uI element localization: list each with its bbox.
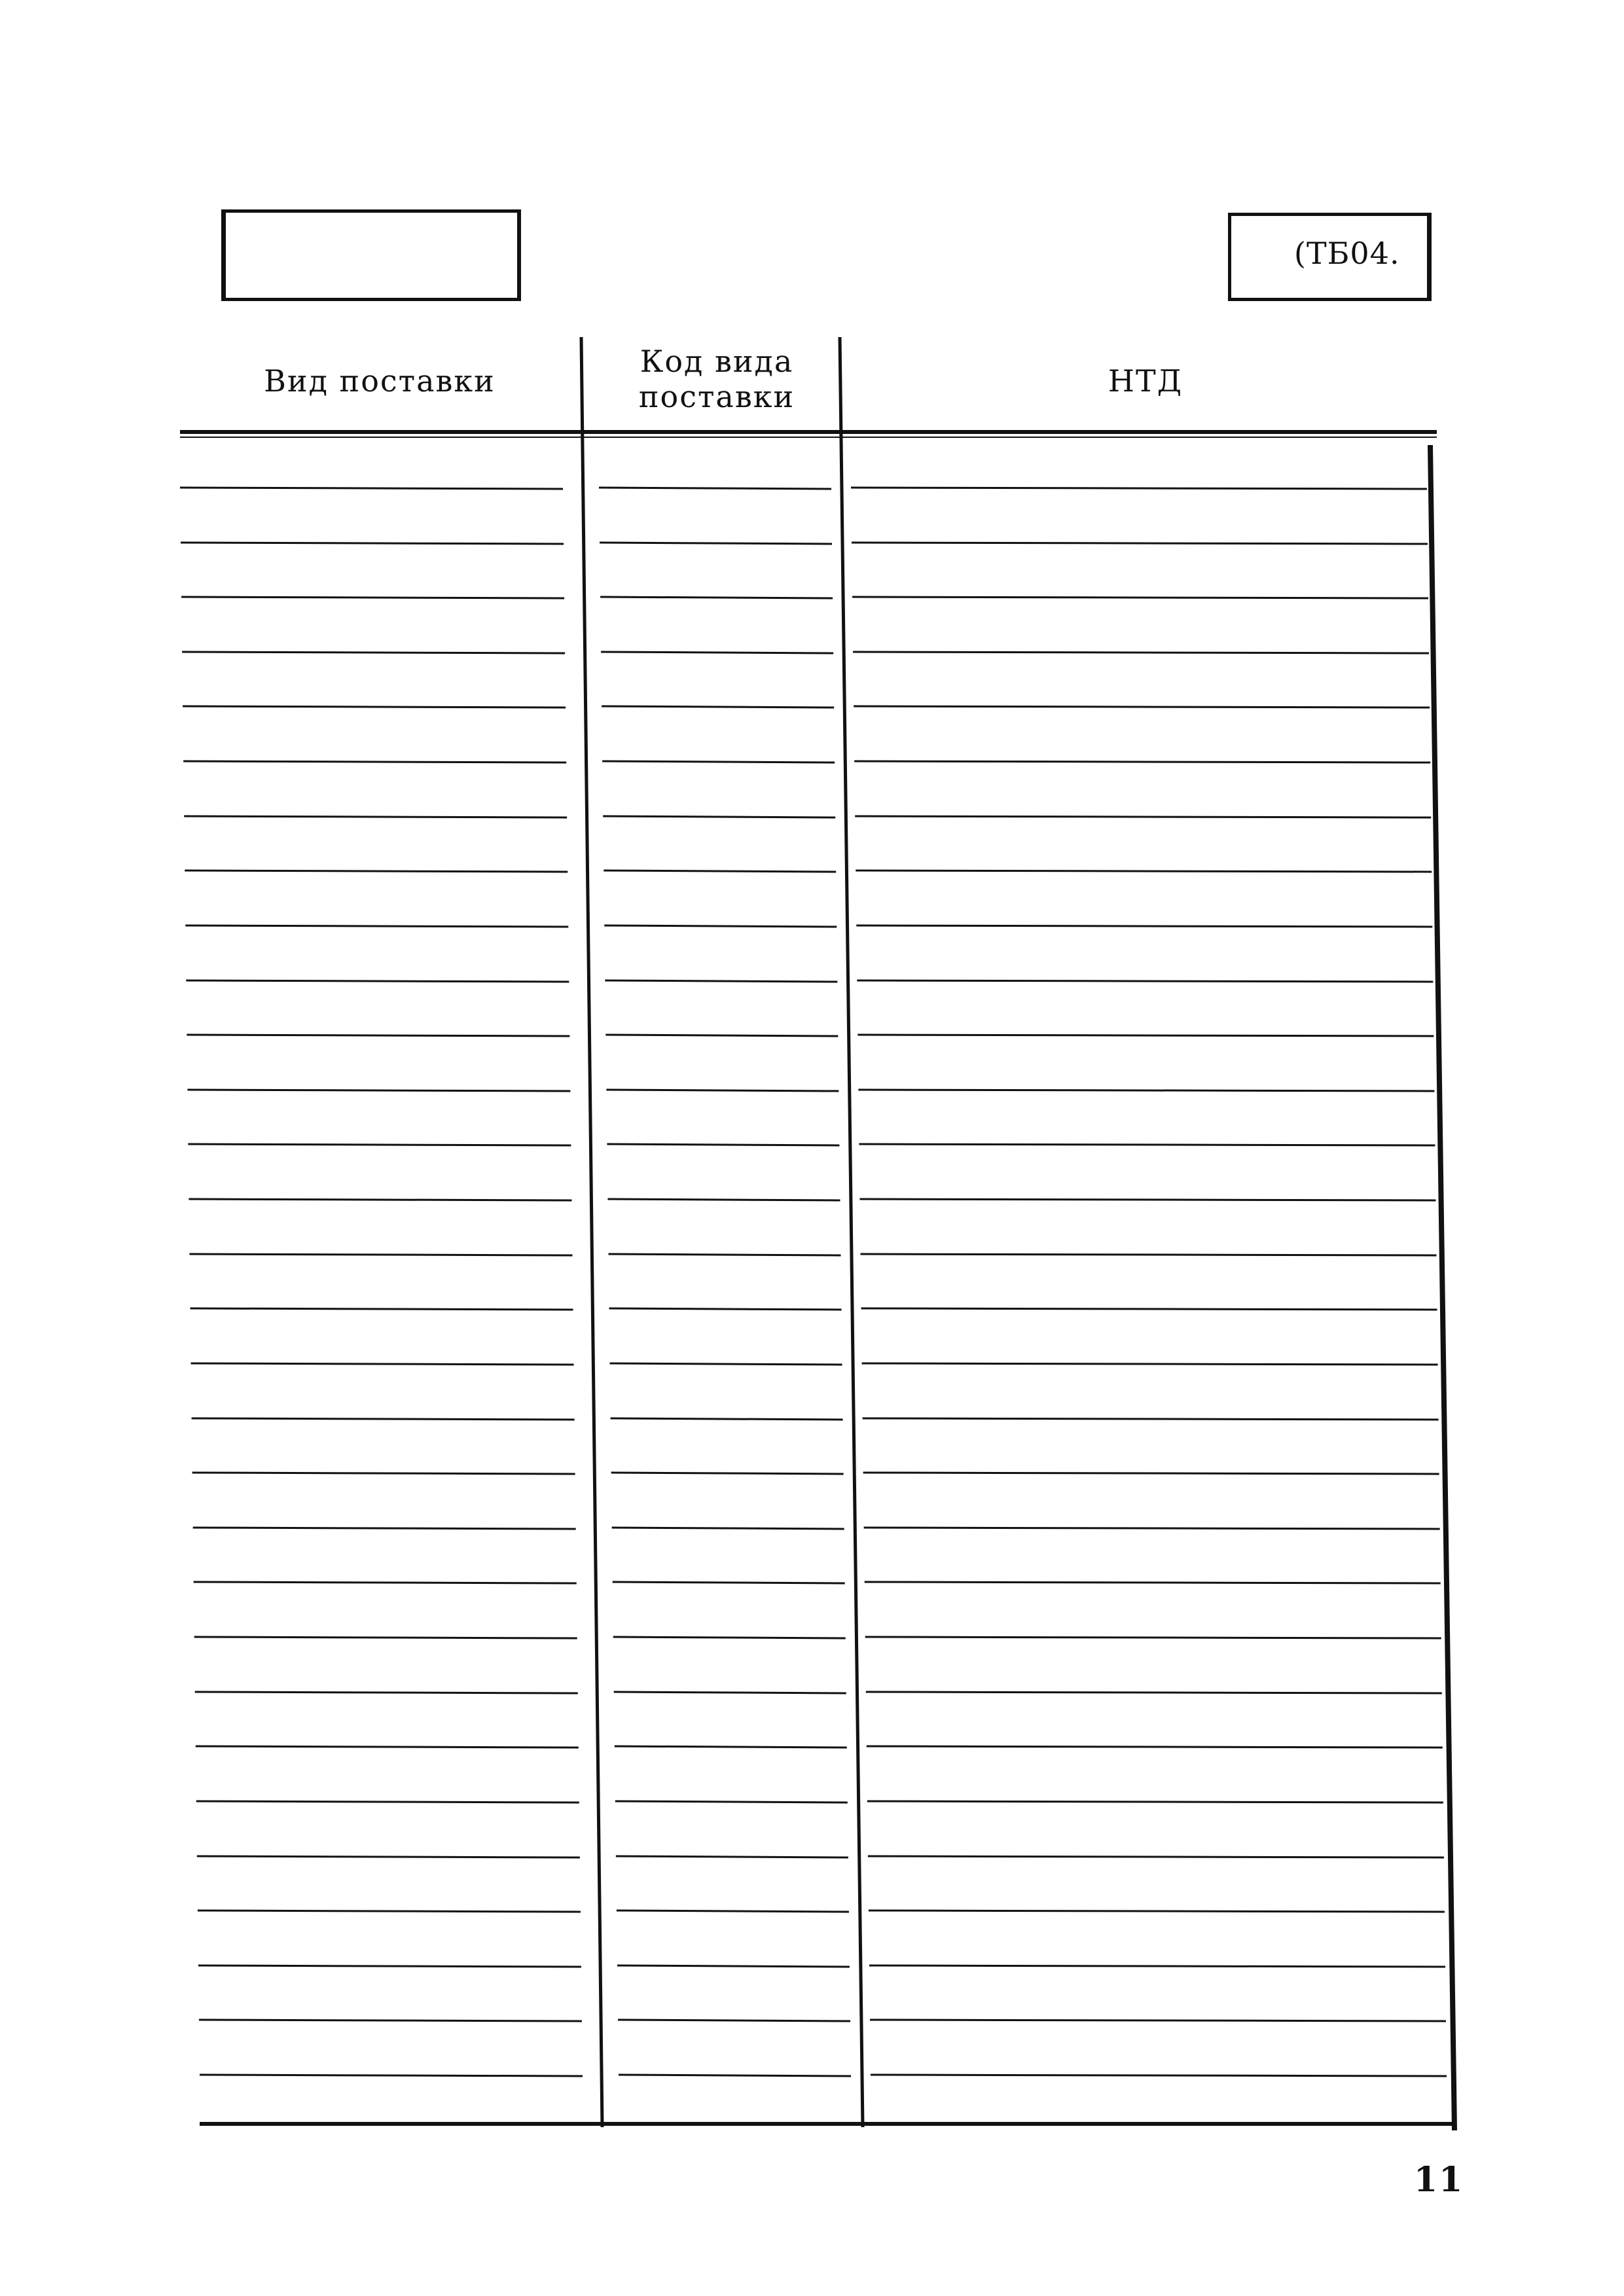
row-rule-col1 [187, 1035, 569, 1036]
row-rule-col3 [858, 1090, 1434, 1091]
row-rule-col1 [194, 1637, 577, 1638]
row-rule-col1 [187, 1090, 570, 1091]
row-rule-col1 [198, 1965, 581, 1967]
row-rule-col3 [856, 925, 1432, 927]
row-rule-col1 [200, 2075, 583, 2076]
row-rule-col2 [613, 1582, 845, 1583]
row-rule-col1 [181, 597, 564, 598]
row-rule-col3 [859, 1199, 1435, 1200]
row-rule-col2 [612, 1528, 844, 1529]
row-rule-col2 [617, 1965, 850, 1967]
row-rule-col3 [867, 1801, 1443, 1803]
row-rule-col2 [599, 488, 831, 489]
row-rule-col2 [604, 925, 837, 927]
row-rule-col3 [861, 1308, 1437, 1310]
row-rule-col2 [615, 1746, 847, 1748]
row-rule-col3 [854, 706, 1430, 708]
row-rule-col2 [616, 1856, 848, 1857]
row-rule-col2 [604, 870, 836, 872]
row-rule-col1 [186, 980, 569, 982]
row-rule-col1 [185, 925, 568, 927]
row-rule-col2 [617, 1910, 849, 1912]
row-rule-col2 [602, 706, 834, 708]
row-rule-col1 [199, 2020, 582, 2021]
row-rule-col1 [182, 652, 565, 653]
row-rule-col1 [181, 543, 564, 544]
row-rule-col3 [853, 652, 1429, 653]
row-rule-col2 [601, 652, 833, 653]
row-rule-col2 [614, 1692, 846, 1693]
row-rule-col2 [608, 1254, 840, 1255]
row-rule-col3 [857, 980, 1433, 982]
row-rule-col3 [855, 816, 1431, 817]
row-rule-col3 [852, 597, 1428, 598]
row-rule-col3 [863, 1473, 1439, 1474]
row-rule-col1 [183, 761, 566, 762]
row-rule-col1 [189, 1254, 572, 1255]
row-rule-col1 [183, 706, 566, 708]
row-rule-col3 [857, 1035, 1434, 1036]
row-rule-col3 [865, 1637, 1441, 1638]
row-rule-col3 [871, 2075, 1447, 2076]
row-rule-col2 [619, 2075, 851, 2076]
row-rule-col2 [611, 1418, 843, 1420]
row-rule-col3 [854, 761, 1430, 762]
row-rule-col1 [190, 1308, 573, 1310]
row-rule-col1 [195, 1692, 578, 1693]
row-rule-col3 [851, 488, 1427, 489]
row-rule-col2 [609, 1308, 842, 1310]
row-rule-col3 [870, 2020, 1446, 2021]
row-rule-col3 [856, 870, 1432, 872]
row-rule-col1 [196, 1801, 579, 1803]
row-rule-col3 [867, 1746, 1443, 1748]
row-rule-col3 [866, 1692, 1442, 1693]
row-rule-col2 [600, 597, 833, 598]
form-code: (ТБ04. [1294, 236, 1400, 271]
row-rule-col1 [180, 488, 563, 489]
row-rule-col2 [603, 816, 835, 817]
row-rule-col2 [600, 543, 832, 544]
row-rule-col1 [193, 1528, 576, 1529]
row-rule-col2 [605, 1035, 838, 1036]
row-rule-col1 [188, 1144, 571, 1145]
page-number: 11 [1414, 2160, 1464, 2200]
row-rule-col2 [618, 2020, 850, 2021]
row-rule-col3 [852, 543, 1428, 544]
row-rule-col1 [191, 1363, 574, 1365]
row-rule-col1 [198, 1910, 581, 1912]
row-rule-col2 [605, 980, 837, 982]
row-rule-col3 [864, 1528, 1440, 1529]
row-rule-col3 [868, 1856, 1444, 1857]
row-rule-col1 [194, 1582, 577, 1583]
row-rule-col2 [615, 1801, 848, 1803]
row-rule-col2 [602, 761, 835, 762]
row-rule-col3 [869, 1965, 1445, 1967]
row-rule-col3 [869, 1910, 1445, 1912]
column-divider [581, 337, 602, 2127]
column-header-delivery-code-line1: Код вида [640, 344, 794, 379]
row-rule-col1 [184, 816, 567, 817]
row-rule-col2 [607, 1144, 839, 1145]
row-rule-col1 [196, 1746, 579, 1748]
row-rule-col3 [859, 1144, 1435, 1145]
table-right-border [1430, 445, 1454, 2130]
row-rule-col1 [192, 1418, 575, 1420]
row-rule-col2 [610, 1363, 842, 1365]
row-rule-col3 [860, 1254, 1436, 1255]
row-rule-col3 [865, 1582, 1441, 1583]
column-header-delivery-code-line2: поставки [638, 379, 795, 414]
row-rule-col2 [607, 1199, 840, 1200]
row-rule-col2 [613, 1637, 846, 1638]
row-rule-col3 [863, 1418, 1439, 1420]
row-rule-col1 [189, 1199, 571, 1200]
row-rule-col1 [197, 1856, 580, 1857]
row-rule-col2 [611, 1473, 844, 1474]
column-divider [840, 337, 863, 2127]
row-rule-col1 [192, 1473, 575, 1474]
column-header-delivery-type: Вид поставки [264, 363, 496, 399]
row-rule-col3 [862, 1363, 1438, 1365]
row-rule-col2 [606, 1090, 839, 1091]
column-header-ntd: НТД [1108, 363, 1183, 399]
row-rule-col1 [185, 870, 568, 872]
